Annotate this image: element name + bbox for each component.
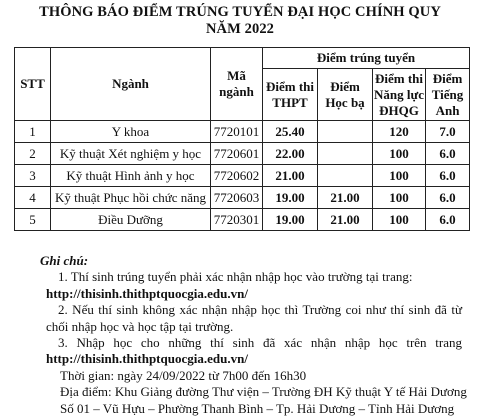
cell-diem-tieng-anh: 6.0 bbox=[426, 187, 470, 209]
header-ma-nganh: Mã ngành bbox=[211, 48, 263, 121]
cell-stt: 4 bbox=[15, 187, 51, 209]
cell-stt: 5 bbox=[15, 209, 51, 231]
table-row bbox=[15, 165, 470, 187]
notes-section bbox=[0, 253, 480, 417]
cell-diem-thpt: 22.00 bbox=[263, 143, 318, 165]
cell-nganh: Kỹ thuật Hình ảnh y học bbox=[51, 165, 211, 187]
cell-diem-hoc-ba bbox=[318, 165, 373, 187]
header-diem-tieng-anh: Điểm Tiếng Anh bbox=[426, 69, 470, 121]
cell-diem-thpt: 19.00 bbox=[263, 209, 318, 231]
admission-scores-table bbox=[14, 47, 470, 231]
header-stt: STT bbox=[15, 48, 51, 121]
header-diem-hoc-ba: Điểm Học bạ bbox=[318, 69, 373, 121]
cell-ma-nganh: 7720101 bbox=[211, 121, 263, 143]
note-1: 1. Thí sinh trúng tuyển phải xác nhận nhập học vào trường tại trang: bbox=[58, 269, 413, 285]
cell-diem-dhqg: 100 bbox=[373, 143, 426, 165]
notes-heading: Ghi chú: bbox=[40, 253, 89, 268]
header-nganh: Ngành bbox=[51, 48, 211, 121]
cell-diem-thpt: 21.00 bbox=[263, 165, 318, 187]
cell-diem-dhqg: 100 bbox=[373, 187, 426, 209]
cell-diem-tieng-anh: 6.0 bbox=[426, 209, 470, 231]
table-row bbox=[15, 187, 470, 209]
confirm-url-link-1[interactable]: http://thisinh.thithptquocgia.edu.vn/ bbox=[46, 285, 248, 301]
table-header-row bbox=[15, 48, 470, 69]
cell-ma-nganh: 7720602 bbox=[211, 165, 263, 187]
note-2-line-2: chối nhập học và học tập tại trường. bbox=[46, 318, 234, 334]
cell-diem-tieng-anh: 6.0 bbox=[426, 143, 470, 165]
note-2-line-1: 2. Nếu thí sinh không xác nhận nhập học thì Trường coi như thí sinh đã từ bbox=[58, 302, 462, 318]
table-row bbox=[15, 143, 470, 165]
table-row bbox=[15, 121, 470, 143]
cell-diem-tieng-anh: 7.0 bbox=[426, 121, 470, 143]
document-subtitle-year: NĂM 2022 bbox=[205, 21, 275, 37]
cell-diem-thpt: 25.40 bbox=[263, 121, 318, 143]
enrollment-time: Thời gian: ngày 24/09/2022 từ 7h00 đến 16h30 bbox=[60, 367, 307, 383]
cell-nganh: Y khoa bbox=[51, 121, 211, 143]
cell-stt: 2 bbox=[15, 143, 51, 165]
cell-ma-nganh: 7720301 bbox=[211, 209, 263, 231]
note-3-line-1: 3. Nhập học cho những thí sinh đã xác nhận nhập học trên trang bbox=[58, 335, 462, 351]
cell-diem-hoc-ba: 21.00 bbox=[318, 187, 373, 209]
cell-stt: 3 bbox=[15, 165, 51, 187]
header-diem-trung-tuyen: Điểm trúng tuyển bbox=[263, 48, 470, 69]
header-diem-dhqg: Điểm thi Năng lực ĐHQG bbox=[373, 69, 426, 121]
header-diem-thpt: Điểm thi THPT bbox=[263, 69, 318, 121]
enrollment-place-line-1: Địa điểm: Khu Giảng đường Thư viện – Trường ĐH Kỹ thuật Y tế Hải Dương bbox=[60, 384, 467, 400]
cell-ma-nganh: 7720601 bbox=[211, 143, 263, 165]
cell-nganh: Điều Dưỡng bbox=[51, 209, 211, 231]
cell-nganh: Kỹ thuật Phục hồi chức năng bbox=[51, 187, 211, 209]
cell-stt: 1 bbox=[15, 121, 51, 143]
cell-ma-nganh: 7720603 bbox=[211, 187, 263, 209]
cell-diem-dhqg: 100 bbox=[373, 209, 426, 231]
cell-nganh: Kỹ thuật Xét nghiệm y học bbox=[51, 143, 211, 165]
cell-diem-hoc-ba bbox=[318, 121, 373, 143]
confirm-url-link-2[interactable]: http://thisinh.thithptquocgia.edu.vn/ bbox=[46, 351, 248, 367]
cell-diem-hoc-ba bbox=[318, 143, 373, 165]
cell-diem-thpt: 19.00 bbox=[263, 187, 318, 209]
cell-diem-tieng-anh: 6.0 bbox=[426, 165, 470, 187]
document-title: THÔNG BÁO ĐIỂM TRÚNG TUYỂN ĐẠI HỌC CHÍNH QUY bbox=[39, 4, 441, 20]
cell-diem-dhqg: 100 bbox=[373, 165, 426, 187]
cell-diem-dhqg: 120 bbox=[373, 121, 426, 143]
enrollment-place-line-2: Số 01 – Vũ Hựu – Phường Thanh Bình – Tp. Hải Dương – Tỉnh Hải Dương bbox=[60, 400, 455, 416]
table-row bbox=[15, 209, 470, 231]
cell-diem-hoc-ba: 21.00 bbox=[318, 209, 373, 231]
